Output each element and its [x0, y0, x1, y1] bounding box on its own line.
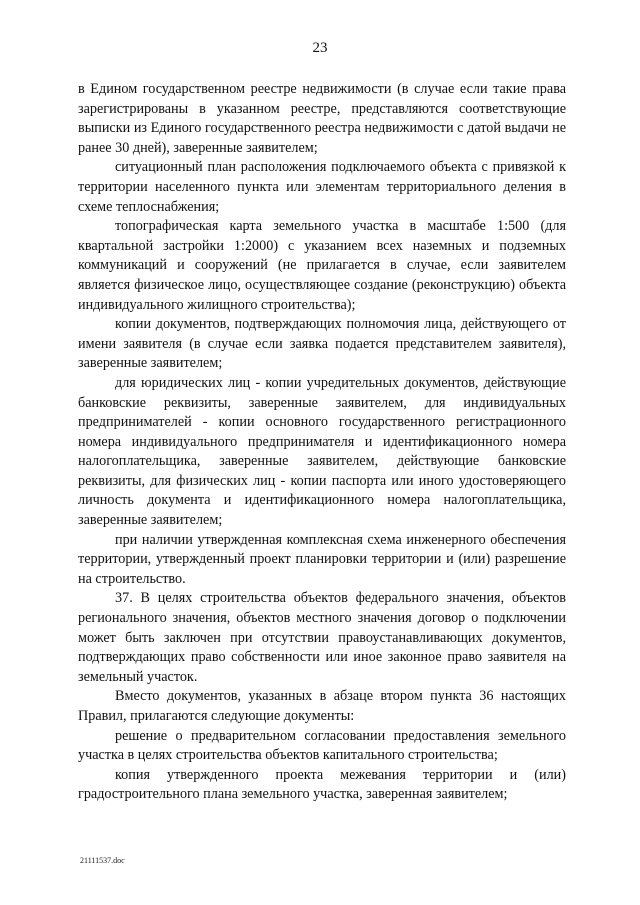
paragraph: топографическая карта земельного участка в масштабе 1:500 (для квартальной застройки 1:2000) с указанием всех наземных и подземных коммуникаций и сооружений (не прилагается в случае, если заявителем является физическое лицо, осуществляющее создание (реконструкцию) объекта индивидуального жилищного строительства);: [78, 218, 566, 313]
paragraph: ситуационный план расположения подключаемого объекта с привязкой к территории населенного пункта или элементам территориального деления в схеме теплоснабжения;: [78, 159, 566, 215]
paragraph: копия утвержденного проекта межевания территории и (или) градостроительного плана земельного участка, заверенная заявителем;: [78, 766, 566, 803]
paragraph: при наличии утвержденная комплексная схема инженерного обеспечения территории, утвержденный проект планировки территории и (или) разрешение на строительство.: [78, 531, 566, 587]
footer-filename: 21111537.doc: [80, 856, 125, 865]
paragraph: Вместо документов, указанных в абзаце втором пункта 36 настоящих Правил, прилагаются следующие документы:: [78, 688, 566, 724]
document-body: [78, 80, 566, 805]
paragraph: решение о предварительном согласовании предоставления земельного участка в целях строительства объектов капитального строительства;: [78, 727, 566, 764]
paragraph: копии документов, подтверждающих полномочия лица, действующего от имени заявителя (в случае если заявка подается представителем заявителя), заверенные заявителем;: [78, 316, 566, 372]
page-number: 23: [312, 40, 328, 56]
paragraph: 37. В целях строительства объектов федерального значения, объектов регионального значения, объектов местного значения договор о подключении может быть заключен при отсутствии правоустанавливающих документов, подтверждающих право собственности или иное законное право заявителя на земельный участок.: [78, 590, 566, 685]
paragraph: в Едином государственном реестре недвижимости (в случае если такие права зарегистрированы в указанном реестре, представляются соответствующие выписки из Единого государственного реестра недвижимости с датой выдачи не ранее 30 дней), заверенные заявителем;: [78, 81, 566, 156]
paragraph: для юридических лиц - копии учредительных документов, действующие банковские реквизиты, заверенные заявителем, для индивидуальных предпринимателей - копии основного государственного регистрационного номера индивидуального предпринимателя и идентификационного номера налогоплательщика, заверенные заявителем, действующие банковские реквизиты, для физических лиц - копии паспорта или иного удостоверяющего личность документа и идентификационного номера налогоплательщика, заверенные заявителем;: [78, 374, 566, 529]
